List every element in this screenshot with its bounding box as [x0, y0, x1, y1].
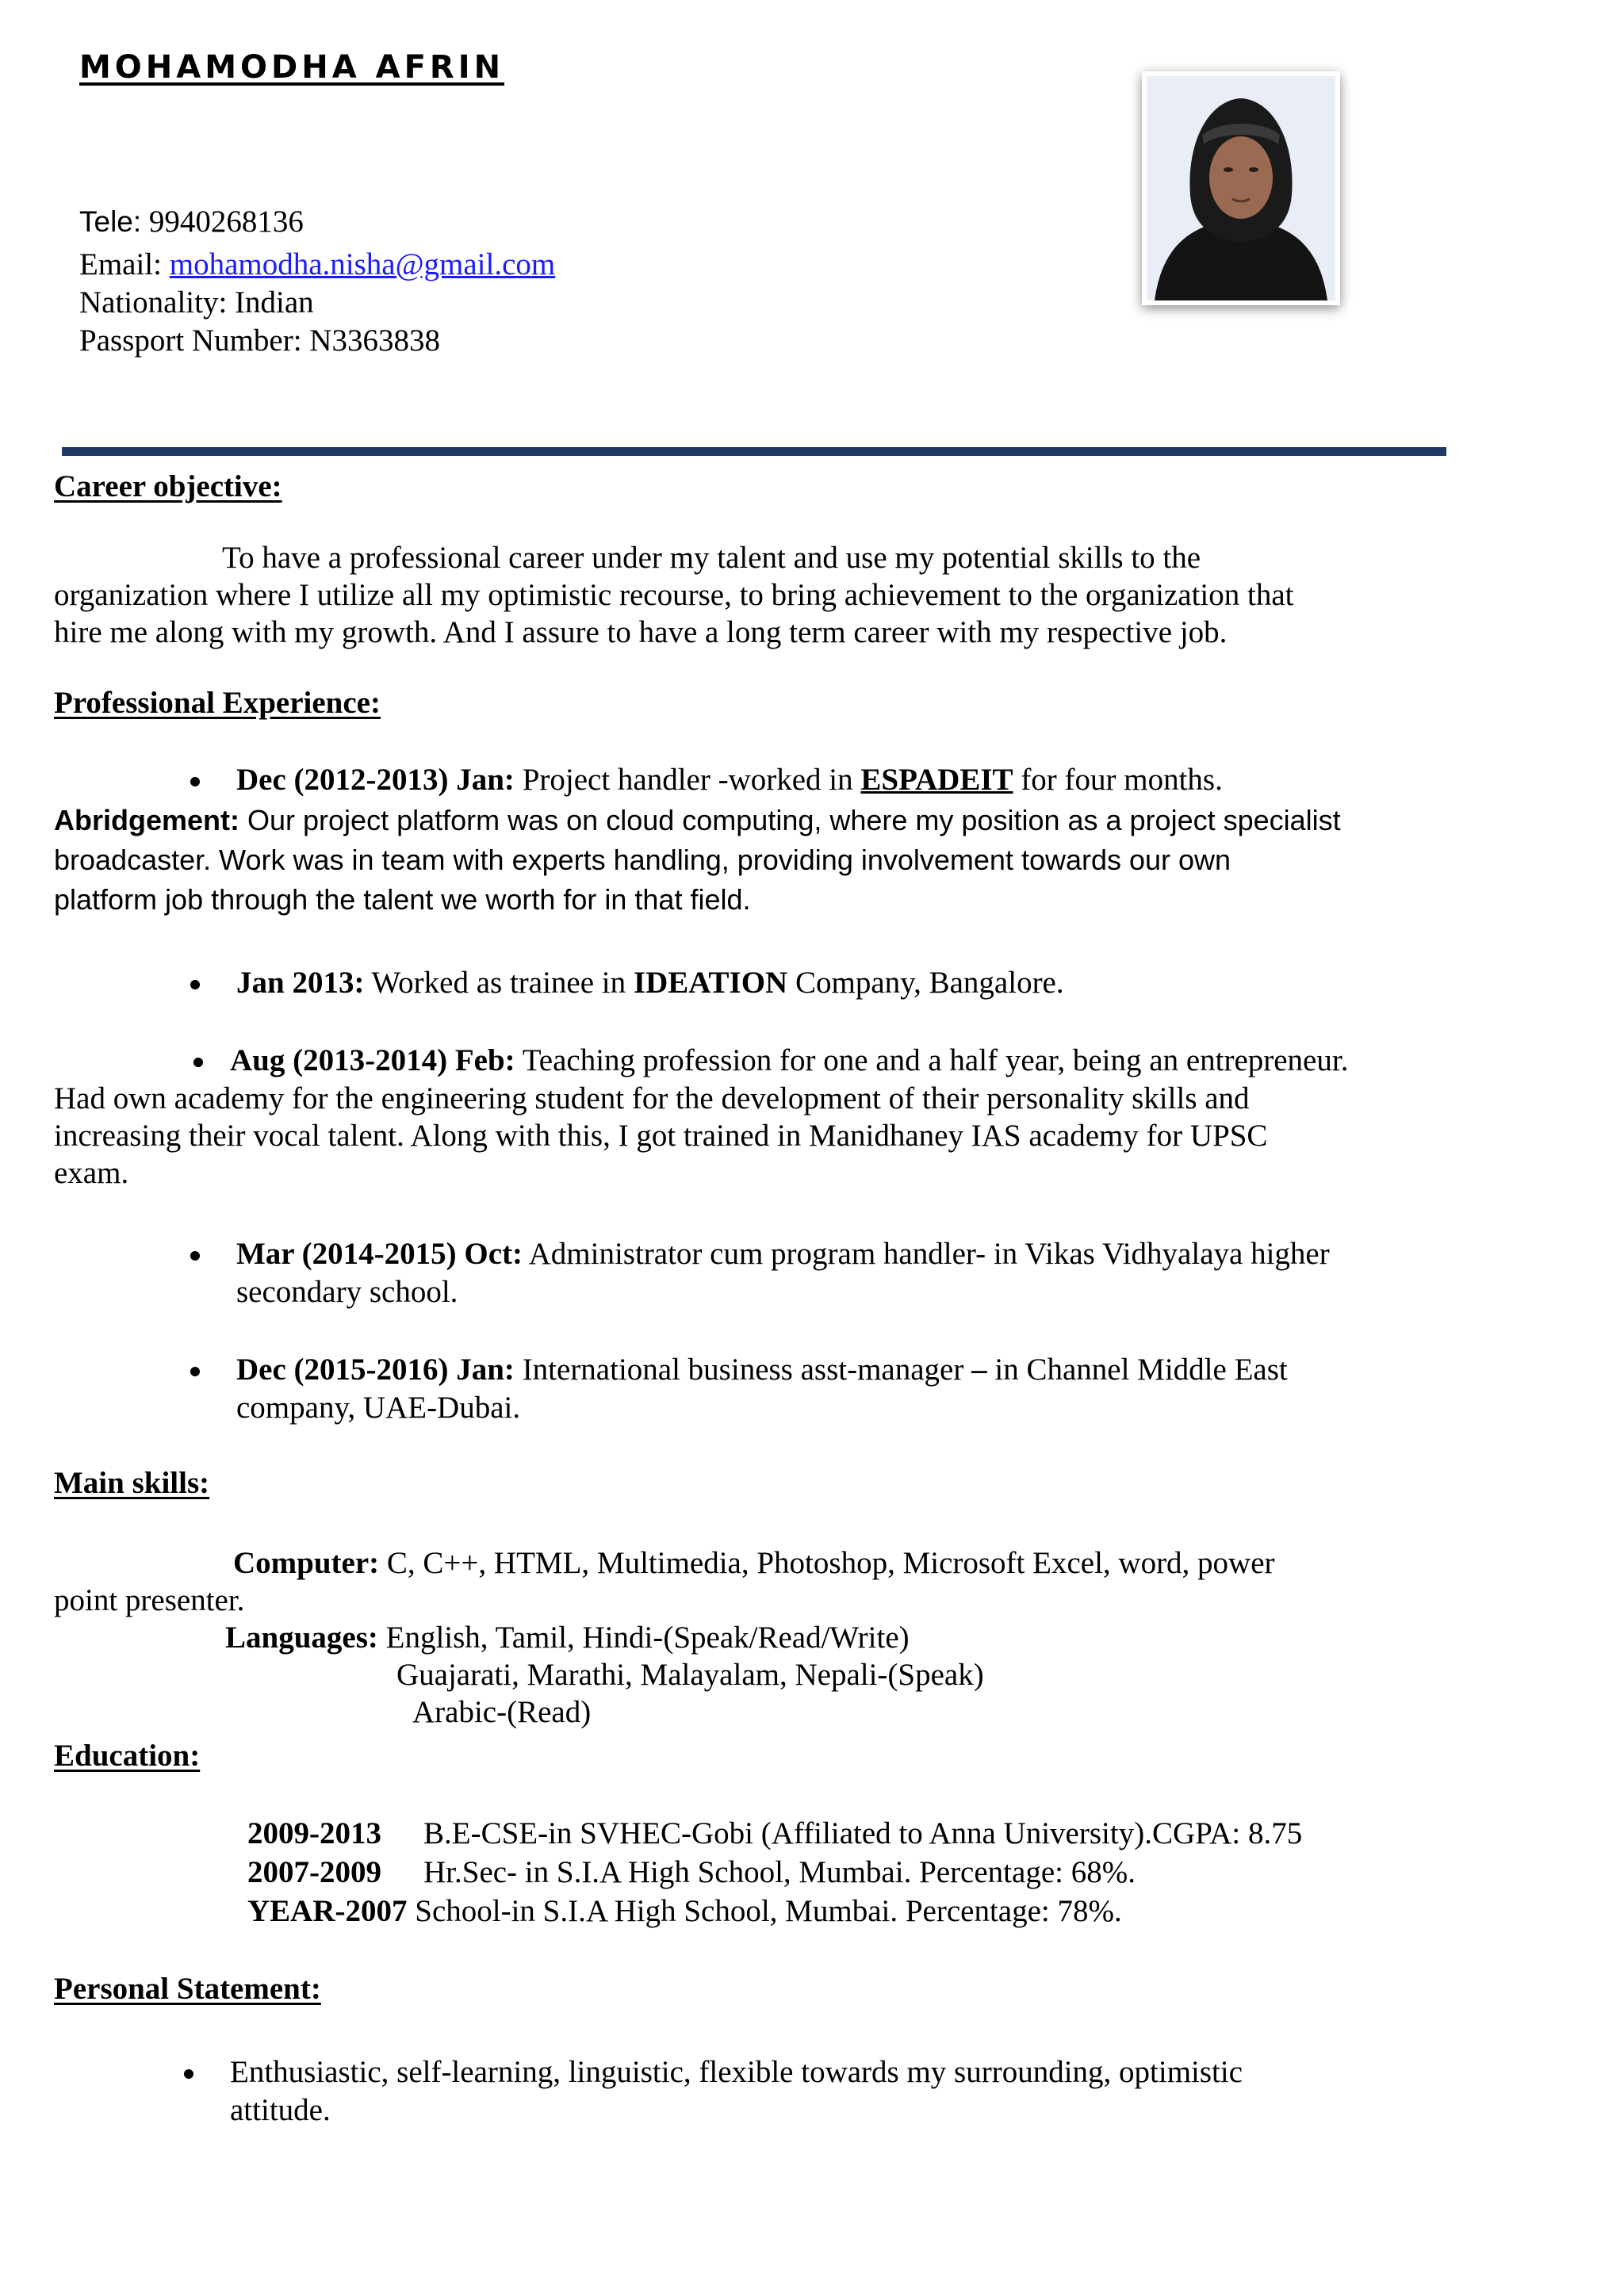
computer-skills — [54, 1544, 1434, 1619]
experience-item-3 — [230, 1042, 1348, 1080]
exp5-date: Dec (2015-2016) Jan: — [236, 1353, 515, 1387]
personal-line-2: attitude. — [230, 2093, 331, 2127]
heading-personal-statement: Personal Statement: — [54, 1972, 321, 2006]
abr-line-3: platform job through the talent we worth for in that field. — [54, 883, 751, 916]
exp5-line-2: company, UAE-Dubai. — [236, 1391, 521, 1425]
exp4-date: Mar (2014-2015) Oct: — [236, 1237, 523, 1271]
experience-item-4 — [236, 1235, 1426, 1311]
exp5-dash: – — [971, 1353, 987, 1387]
heading-career-objective: Career objective: — [54, 469, 282, 503]
bullet-icon — [190, 980, 200, 989]
computer-line-2: point presenter. — [54, 1583, 245, 1617]
career-objective-text — [54, 539, 1434, 651]
exp1-post: for four months. — [1021, 763, 1223, 797]
experience-item-1 — [236, 761, 1223, 799]
exp3-line-3: increasing their vocal talent. Along with this, I got trained in Manidhaney IAS academy for UPSC — [54, 1119, 1268, 1153]
heading-professional-experience: Professional Experience: — [54, 686, 381, 720]
person-photo-icon — [1147, 76, 1335, 300]
exp1-pre: Project handler -worked in — [522, 763, 853, 797]
languages-label: Languages: — [225, 1621, 378, 1655]
exp3-line-1: Teaching profession for one and a half year, being an entrepreneur. — [522, 1043, 1349, 1077]
experience-item-5 — [236, 1351, 1426, 1427]
exp5-pre: International business asst-manager — [522, 1353, 964, 1387]
phone-label: Tele: — [79, 205, 142, 238]
exp3-line-4: exam. — [54, 1156, 129, 1190]
bullet-icon — [190, 1251, 200, 1261]
email-line — [79, 246, 555, 284]
exp5-post: in Channel Middle East — [994, 1353, 1288, 1387]
exp4-line-2: secondary school. — [236, 1275, 458, 1309]
education-row: YEAR-2007 School-in S.I.A High School, Mumbai. Percentage: 78%. — [247, 1894, 1122, 1928]
personal-statement-item — [230, 2053, 1419, 2130]
exp3-date: Aug (2013-2014) Feb: — [230, 1043, 515, 1077]
email-link[interactable]: mohamodha.nisha@gmail.com — [169, 247, 556, 281]
personal-line-1: Enthusiastic, self-learning, linguistic, flexible towards my surrounding, optimistic — [230, 2055, 1243, 2089]
exp3-description — [54, 1080, 1434, 1192]
profile-photo — [1142, 71, 1340, 305]
computer-line-1: C, C++, HTML, Multimedia, Photoshop, Microsoft Excel, word, power — [386, 1546, 1275, 1580]
phone-line — [79, 203, 304, 241]
header-divider — [62, 447, 1446, 456]
lang-line-1: English, Tamil, Hindi-(Speak/Read/Write) — [385, 1621, 910, 1655]
exp3-line-2: Had own academy for the engineering student for the development of their personality skills and — [54, 1081, 1250, 1115]
bullet-icon — [190, 777, 200, 786]
lang-line-3: Arabic-(Read) — [412, 1695, 592, 1729]
abr-line-1: Our project platform was on cloud computing, where my position as a project specialist — [247, 804, 1341, 836]
career-line-1: To have a professional career under my talent and use my potential skills to the — [222, 541, 1201, 575]
education-list — [247, 1814, 1437, 1931]
lang-line-2: Guajarati, Marathi, Malayalam, Nepali-(Speak) — [396, 1658, 984, 1692]
education-row: 2009-2013 B.E-CSE-in SVHEC-Gobi (Affiliated to Anna University).CGPA: 8.75 — [247, 1816, 1303, 1850]
language-skills — [225, 1619, 1335, 1731]
exp4-line-1: Administrator cum program handler- in Vikas Vidhyalaya higher — [528, 1237, 1330, 1271]
exp2-company: IDEATION — [633, 966, 788, 1000]
career-line-2: organization where I utilize all my optimistic recourse, to bring achievement to the organization that — [54, 578, 1294, 612]
education-row: 2007-2009 Hr.Sec- in S.I.A High School, Mumbai. Percentage: 68%. — [247, 1855, 1136, 1889]
heading-main-skills: Main skills: — [54, 1466, 210, 1500]
abr-line-2: broadcaster. Work was in team with experts handling, providing involvement towards our own — [54, 844, 1231, 876]
experience-item-2 — [236, 964, 1064, 1002]
exp1-abridgement — [54, 801, 1450, 920]
computer-label: Computer: — [233, 1546, 380, 1580]
phone-number: 9940268136 — [148, 205, 304, 239]
email-label: Email: — [79, 247, 162, 281]
nationality: Nationality: Indian — [79, 285, 314, 320]
candidate-name: MOHAMODHA AFRIN — [79, 49, 505, 86]
bullet-icon — [184, 2069, 193, 2079]
bullet-icon — [193, 1058, 203, 1067]
career-line-3: hire me along with my growth. And I assure to have a long term career with my respective job. — [54, 615, 1228, 649]
heading-education: Education: — [54, 1739, 201, 1773]
abridgement-label: Abridgement: — [54, 804, 239, 836]
exp2-date: Jan 2013: — [236, 966, 365, 1000]
exp1-date: Dec (2012-2013) Jan: — [236, 763, 515, 797]
bullet-icon — [190, 1367, 200, 1376]
exp1-company: ESPADEIT — [860, 763, 1013, 797]
exp2-post: Company, Bangalore. — [795, 966, 1064, 1000]
passport-number: Passport Number: N3363838 — [79, 323, 440, 358]
exp2-pre: Worked as trainee in — [371, 966, 626, 1000]
